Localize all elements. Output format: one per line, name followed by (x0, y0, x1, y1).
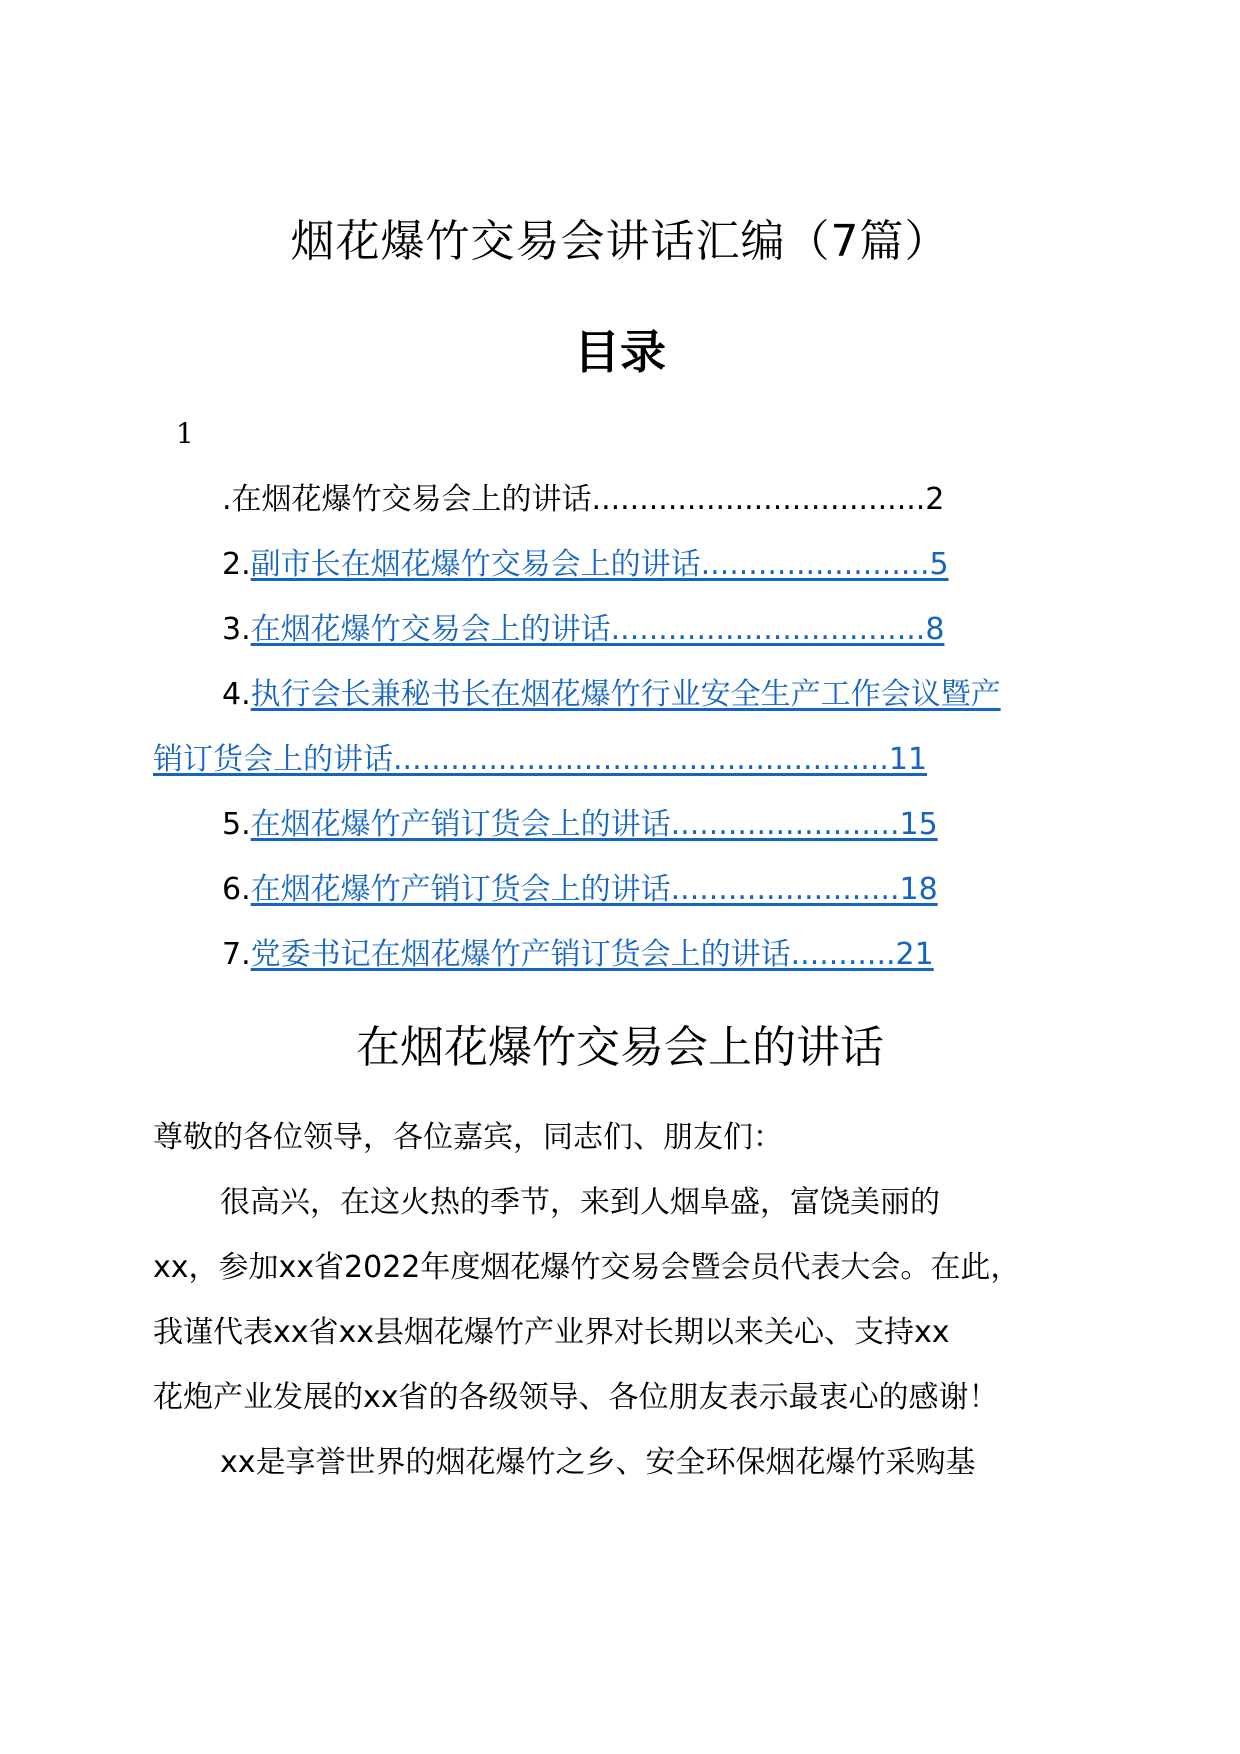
toc-link[interactable]: 副市长在烟花爆竹交易会上的讲话........................5 (250, 547, 949, 582)
toc-link[interactable]: 执行会长兼秘书长在烟花爆竹行业安全生产工作会议暨产 (250, 677, 1001, 712)
speech-title: 在烟花爆竹交易会上的讲话 (356, 1022, 884, 1073)
toc-link[interactable]: 在烟花爆竹交易会上的讲话.................................8 (250, 612, 945, 647)
toc-item-number: 6. (222, 872, 251, 907)
document-title: 烟花爆竹交易会讲话汇编（7篇） (290, 216, 950, 267)
toc-item-number: 2. (222, 547, 251, 582)
toc-item-1: .在烟花爆竹交易会上的讲话...................................2 (222, 482, 945, 517)
body-line: 很高兴，在这火热的季节，来到人烟阜盛，富饶美丽的 (220, 1185, 940, 1220)
toc-item-4-continuation[interactable] (153, 740, 927, 780)
toc-item-4[interactable] (222, 675, 1001, 715)
body-line: 花炮产业发展的xx省的各级领导、各位朋友表示最衷心的感谢！ (153, 1380, 999, 1415)
toc-item-3[interactable] (222, 610, 944, 650)
toc-item-6[interactable] (222, 870, 938, 910)
toc-heading: 目录 (574, 325, 666, 379)
page-marker: 1 (176, 417, 194, 450)
toc-link[interactable]: 在烟花爆竹产销订货会上的讲话........................18 (250, 872, 938, 907)
toc-item-number: 3. (222, 612, 251, 647)
toc-link[interactable]: 党委书记在烟花爆竹产销订货会上的讲话...........21 (250, 937, 934, 972)
toc-item-number: 5. (222, 807, 251, 842)
toc-link[interactable]: 销订货会上的讲话....................................................11 (153, 742, 928, 777)
body-line: 我谨代表xx省xx县烟花爆竹产业界对长期以来关心、支持xx (153, 1315, 950, 1350)
body-line: xx是享誉世界的烟花爆竹之乡、安全环保烟花爆竹采购基 (220, 1445, 976, 1480)
body-line: xx，参加xx省2022年度烟花爆竹交易会暨会员代表大会。在此， (153, 1250, 1021, 1285)
toc-item-number: 7. (222, 937, 251, 972)
toc-item-5[interactable] (222, 805, 938, 845)
toc-item-number: 4. (222, 677, 251, 712)
salutation: 尊敬的各位领导，各位嘉宾，同志们、朋友们： (153, 1120, 783, 1155)
toc-item-7[interactable] (222, 935, 934, 975)
toc-item-2[interactable] (222, 545, 949, 585)
toc-link[interactable]: 在烟花爆竹产销订货会上的讲话........................15 (250, 807, 938, 842)
